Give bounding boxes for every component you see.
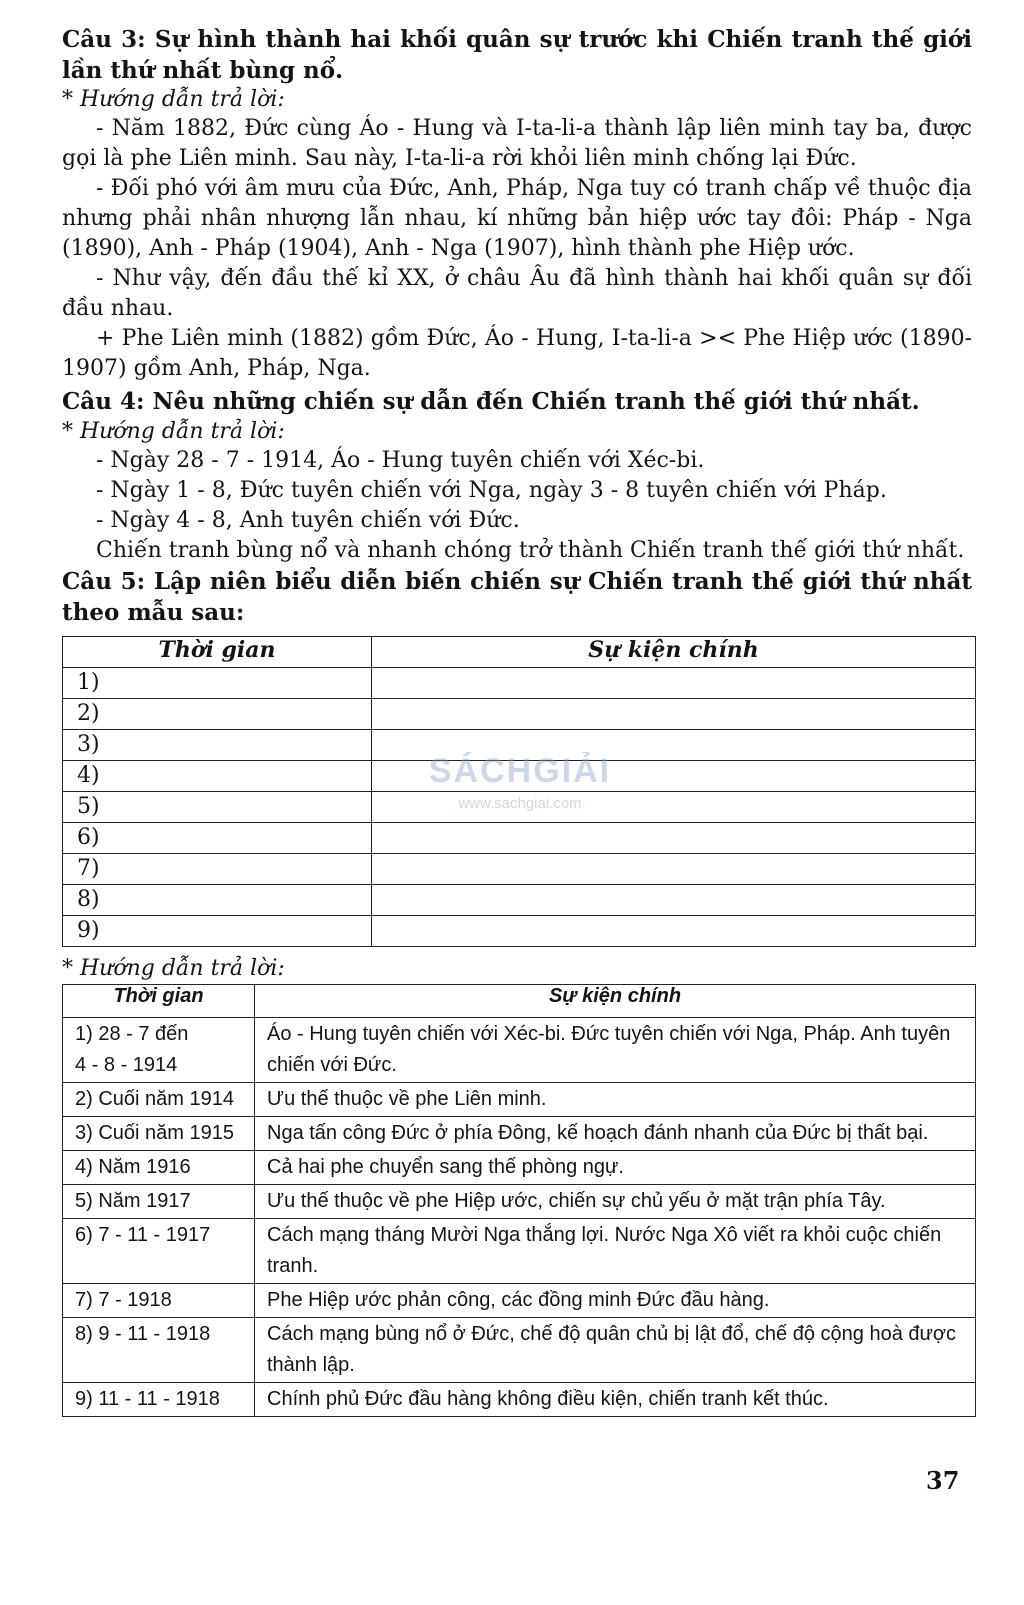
answer-time: 3) Cuối năm 1915 — [63, 1117, 255, 1151]
q4-line-1: - Ngày 28 - 7 - 1914, Áo - Hung tuyên chiến với Xéc-bi. — [96, 448, 705, 473]
answer-event: Phe Hiệp ước phản công, các đồng minh Đức đầu hàng. — [255, 1284, 976, 1318]
template-row-label: 6) — [63, 823, 372, 854]
answer-row — [63, 1383, 976, 1417]
template-row-label: 7) — [63, 854, 372, 885]
template-row-blank — [372, 668, 976, 699]
answer-row — [63, 1117, 976, 1151]
q4-line-2: - Ngày 1 - 8, Đức tuyên chiến với Nga, ngày 3 - 8 tuyên chiến với Pháp. — [96, 478, 887, 503]
q4-line-4: Chiến tranh bùng nổ và nhanh chóng trở thành Chiến tranh thế giới thứ nhất. — [96, 538, 965, 563]
watermark — [405, 752, 635, 812]
template-row — [63, 668, 976, 699]
question-4-guide: * Hướng dẫn trả lời: — [62, 419, 285, 444]
template-row-blank — [372, 854, 976, 885]
answer-row — [63, 1185, 976, 1219]
template-row-blank — [372, 699, 976, 730]
template-row — [63, 823, 976, 854]
answer-event: Nga tấn công Đức ở phía Đông, kế hoạch đánh nhanh của Đức bị thất bại. — [255, 1117, 976, 1151]
answer-table-body — [63, 1018, 976, 1417]
answer-time: 6) 7 - 11 - 1917 — [63, 1219, 255, 1284]
template-row-label: 8) — [63, 885, 372, 916]
answer-event: Ưu thế thuộc về phe Hiệp ước, chiến sự chủ yếu ở mặt trận phía Tây. — [255, 1185, 976, 1219]
template-row-label: 5) — [63, 792, 372, 823]
answer-row — [63, 1083, 976, 1117]
q3-paragraph-1: - Năm 1882, Đức cùng Áo - Hung và I-ta-li-a thành lập liên minh tay ba, được gọi là phe Liên minh. Sau này, I-ta-li-a rời khỏi liên minh chống lại Đức. — [62, 116, 972, 171]
answer-time: 4) Năm 1916 — [63, 1151, 255, 1185]
question-3-guide: * Hướng dẫn trả lời: — [62, 87, 285, 112]
question-4-title: Câu 4: Nêu những chiến sự dẫn đến Chiến tranh thế giới thứ nhất. — [62, 388, 920, 415]
answer-time: 1) 28 - 7 đến 4 - 8 - 1914 — [63, 1018, 255, 1083]
template-row-label: 2) — [63, 699, 372, 730]
question-5-guide: * Hướng dẫn trả lời: — [62, 956, 285, 981]
q3-paragraph-3: - Như vậy, đến đầu thế kỉ XX, ở châu Âu đã hình thành hai khối quân sự đối đầu nhau. — [62, 266, 972, 321]
answer-time: 5) Năm 1917 — [63, 1185, 255, 1219]
answer-time: 7) 7 - 1918 — [63, 1284, 255, 1318]
template-table-header — [63, 637, 976, 668]
answer-row — [63, 1151, 976, 1185]
answer-event: Cách mạng tháng Mười Nga thắng lợi. Nước Nga Xô viết ra khỏi cuộc chiến tranh. — [255, 1219, 976, 1284]
template-row-blank — [372, 916, 976, 947]
template-row — [63, 699, 976, 730]
answer-time: 2) Cuối năm 1914 — [63, 1083, 255, 1117]
answer-header-time: Thời gian — [63, 985, 255, 1018]
q3-paragraph-4: + Phe Liên minh (1882) gồm Đức, Áo - Hung, I-ta-li-a >< Phe Hiệp ước (1890- 1907) gồm Anh, Pháp, Nga. — [62, 326, 972, 381]
q3-paragraph-2: - Đối phó với âm mưu của Đức, Anh, Pháp, Nga tuy có tranh chấp về thuộc địa nhưng phải nhân nhượng lẫn nhau, kí những bản hiệp ước tay đôi: Pháp - Nga (1890), Anh - Pháp (1904), Anh - Nga (1907), hình thành phe Hiệp ước. — [62, 176, 972, 261]
answer-table-header — [63, 985, 976, 1018]
answer-row — [63, 1318, 976, 1383]
answer-event: Cách mạng bùng nổ ở Đức, chế độ quân chủ bị lật đổ, chế độ cộng hoà được thành lập. — [255, 1318, 976, 1383]
answer-table — [62, 984, 976, 1417]
page-number: 37 — [926, 1466, 960, 1495]
answer-time: 9) 11 - 11 - 1918 — [63, 1383, 255, 1417]
template-row-blank — [372, 823, 976, 854]
template-row-label: 1) — [63, 668, 372, 699]
answer-event: Ưu thế thuộc về phe Liên minh. — [255, 1083, 976, 1117]
answer-row — [63, 1284, 976, 1318]
template-row-label: 4) — [63, 761, 372, 792]
q4-line-3: - Ngày 4 - 8, Anh tuyên chiến với Đức. — [96, 508, 520, 533]
header-time: Thời gian — [63, 637, 372, 668]
question-3-title: Câu 3: Sự hình thành hai khối quân sự trước khi Chiến tranh thế giới lần thứ nhất bùng nổ. — [62, 26, 972, 84]
template-row — [63, 885, 976, 916]
template-row-blank — [372, 885, 976, 916]
question-5-title: Câu 5: Lập niên biểu diễn biến chiến sự Chiến tranh thế giới thứ nhất theo mẫu sau: — [62, 568, 972, 626]
answer-row — [63, 1018, 976, 1083]
template-row-label: 9) — [63, 916, 372, 947]
answer-event: Áo - Hung tuyên chiến với Xéc-bi. Đức tuyên chiến với Nga, Pháp. Anh tuyên chiến với Đức. — [255, 1018, 976, 1083]
answer-header-event: Sự kiện chính — [255, 985, 976, 1018]
template-row-label: 3) — [63, 730, 372, 761]
answer-event: Cả hai phe chuyển sang thế phòng ngự. — [255, 1151, 976, 1185]
template-row — [63, 916, 976, 947]
answer-time: 8) 9 - 11 - 1918 — [63, 1318, 255, 1383]
watermark-url: www.sachgiai.com — [458, 795, 582, 812]
template-row — [63, 854, 976, 885]
watermark-logo: SÁCHGIẢI — [428, 752, 612, 790]
answer-event: Chính phủ Đức đầu hàng không điều kiện, chiến tranh kết thúc. — [255, 1383, 976, 1417]
header-event: Sự kiện chính — [372, 637, 976, 668]
answer-row — [63, 1219, 976, 1284]
